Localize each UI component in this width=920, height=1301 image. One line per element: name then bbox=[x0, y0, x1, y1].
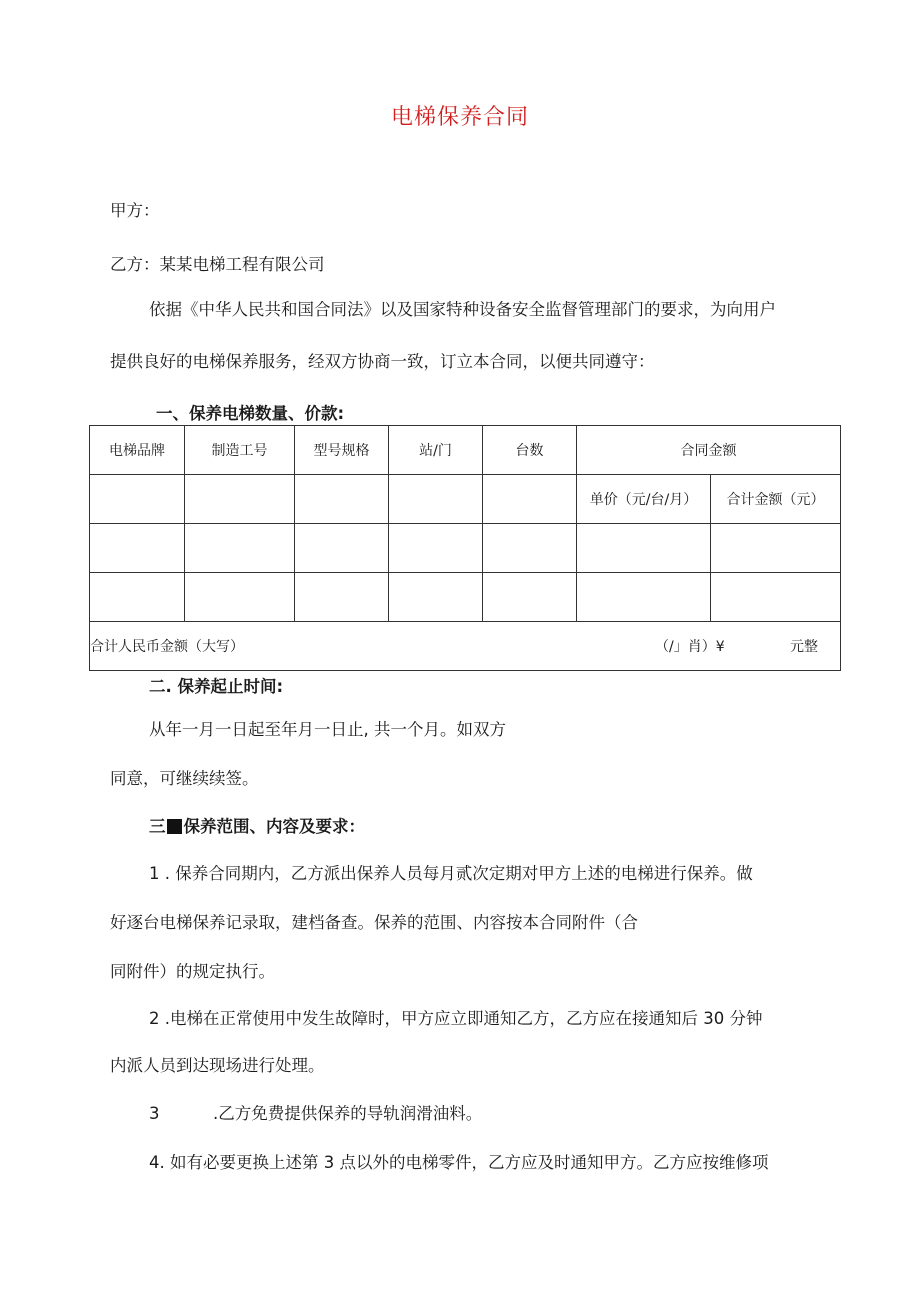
header-count: 台数 bbox=[483, 426, 577, 475]
item-2-line-2: 内派人员到达现场进行处理。 bbox=[110, 1056, 325, 1075]
table-cell bbox=[483, 524, 577, 573]
table-cell bbox=[483, 573, 577, 622]
section-3-title: 保养范围、内容及要求： bbox=[183, 817, 365, 836]
item-1-line-1: 1 . 保养合同期内，乙方派出保养人员每月贰次定期对甲方上述的电梯进行保养。做 bbox=[149, 864, 753, 883]
header-serial: 制造工号 bbox=[185, 426, 295, 475]
filled-square-icon bbox=[167, 819, 182, 834]
table-cell bbox=[389, 524, 483, 573]
section-2-line-1: 从年一月一日起至年月一日止, 共一个月。如双方 bbox=[149, 720, 506, 739]
item-2-line-1: 2 .电梯在正常使用中发生故障时，甲方应立即通知乙方，乙方应在接通知后 30 分钟 bbox=[149, 1009, 763, 1028]
item-3-text: .乙方免费提供保养的导轨润滑油料。 bbox=[213, 1104, 483, 1123]
table-cell bbox=[295, 524, 389, 573]
table-cell bbox=[389, 475, 483, 524]
table-cell bbox=[295, 475, 389, 524]
subheader-unit-price: 单价（元/台/月） bbox=[577, 475, 711, 524]
table-cell bbox=[90, 573, 185, 622]
table-cell bbox=[90, 475, 185, 524]
section-3-heading bbox=[149, 815, 365, 839]
fee-table bbox=[89, 425, 841, 671]
table-cell bbox=[483, 475, 577, 524]
item-4-line-1: 4. 如有必要更换上述第 3 点以外的电梯零件，乙方应及时通知甲方。乙方应按维修项 bbox=[149, 1153, 769, 1172]
header-stops: 站/门 bbox=[389, 426, 483, 475]
section-1-heading: 一、保养电梯数量、价款: bbox=[156, 404, 345, 423]
total-suffix: 元整 bbox=[790, 639, 818, 655]
section-3-number: 三 bbox=[149, 817, 166, 836]
table-total-row bbox=[90, 622, 841, 671]
intro-line-2: 提供良好的电梯保养服务，经双方协商一致，订立本合同，以便共同遵守： bbox=[110, 352, 655, 371]
table-cell bbox=[90, 524, 185, 573]
intro-line-1: 依据《中华人民共和国合同法》以及国家特种设备安全监督管理部门的要求，为向用户 bbox=[149, 300, 776, 319]
item-3-number: 3 bbox=[149, 1104, 160, 1123]
table-cell bbox=[295, 573, 389, 622]
table-cell bbox=[185, 475, 295, 524]
header-amount: 合同金额 bbox=[577, 426, 841, 475]
total-label: 合计人民币金额（大写） bbox=[90, 639, 244, 655]
section-2-line-2: 同意，可继续续签。 bbox=[110, 769, 259, 788]
table-cell bbox=[711, 573, 841, 622]
table-header-row bbox=[90, 426, 841, 475]
party-a-label: 甲方： bbox=[110, 201, 160, 220]
table-cell bbox=[577, 524, 711, 573]
item-1-line-2: 好逐台电梯保养记录取，建档备查。保养的范围、内容按本合同附件（合 bbox=[110, 913, 638, 932]
table-row bbox=[90, 573, 841, 622]
table-cell bbox=[389, 573, 483, 622]
table-cell bbox=[185, 573, 295, 622]
total-cell bbox=[90, 622, 841, 671]
table-row bbox=[90, 475, 841, 524]
header-brand: 电梯品牌 bbox=[90, 426, 185, 475]
table-cell bbox=[711, 524, 841, 573]
table-cell bbox=[577, 573, 711, 622]
document-title: 电梯保养合同 bbox=[390, 105, 529, 130]
party-b-label: 乙方：某某电梯工程有限公司 bbox=[110, 255, 325, 274]
total-currency: （/」肖）¥ bbox=[655, 639, 725, 655]
item-1-line-3: 同附件）的规定执行。 bbox=[110, 962, 275, 981]
header-model: 型号规格 bbox=[295, 426, 389, 475]
subheader-total-amount: 合计金额（元） bbox=[711, 475, 841, 524]
section-2-heading: 二. 保养起止时间: bbox=[149, 677, 284, 696]
table-row bbox=[90, 524, 841, 573]
table-cell bbox=[185, 524, 295, 573]
